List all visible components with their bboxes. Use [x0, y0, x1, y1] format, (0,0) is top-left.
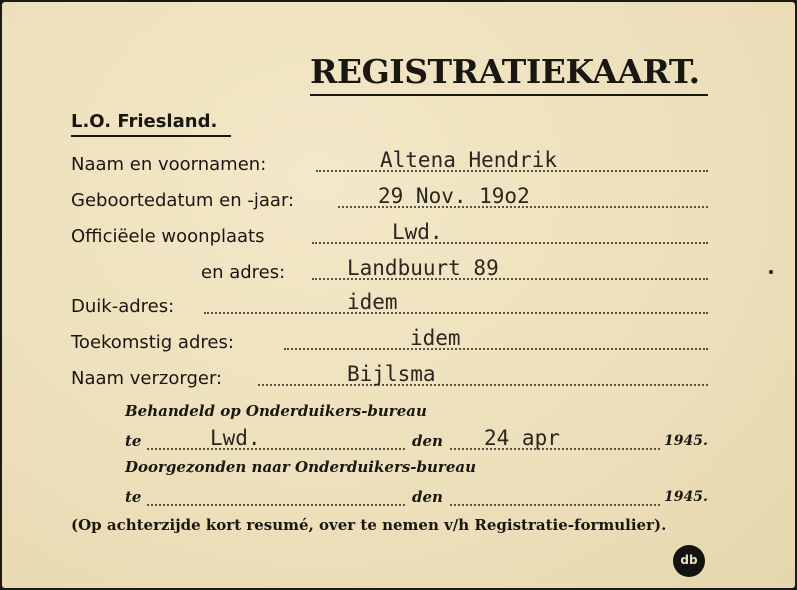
treated-year: 1945.: [664, 433, 708, 449]
address-value: Landbuurt 89: [347, 256, 499, 280]
caretaker-label: Naam verzorger:: [71, 368, 223, 389]
field-residence: [2, 220, 795, 252]
hiding-label: Duik-adres:: [71, 296, 175, 317]
printer-logo: db: [673, 545, 705, 577]
residence-value: Lwd.: [392, 220, 443, 244]
field-caretaker: [2, 362, 795, 394]
forwarded-line-row: [2, 486, 795, 514]
footnote: (Op achterzijde kort resumé, over te nemen v/h Registratie-formulier).: [71, 516, 667, 534]
hiding-line: [204, 312, 708, 314]
dob-value: 29 Nov. 19o2: [378, 184, 530, 208]
ink-speck: [769, 270, 773, 274]
registration-card: [2, 2, 795, 588]
name-label: Naam en voornamen:: [71, 154, 267, 175]
organization-label: L.O. Friesland.: [71, 111, 218, 132]
treated-heading: Behandeld op Onderduikers-bureau: [125, 402, 427, 420]
card-title: REGISTRATIEKAART.: [310, 52, 700, 91]
hiding-value: idem: [347, 290, 398, 314]
treated-line-row: [2, 426, 795, 458]
address-label: en adres:: [201, 262, 286, 283]
caretaker-line: [258, 384, 708, 386]
dob-label: Geboortedatum en -jaar:: [71, 190, 295, 211]
forwarded-te-label: te: [125, 488, 142, 506]
organization-underline: [71, 135, 231, 137]
residence-line: [312, 242, 708, 244]
forwarded-den-line: [450, 504, 660, 506]
name-value: Altena Hendrik: [380, 148, 558, 172]
field-future-address: [2, 326, 795, 358]
future-label: Toekomstig adres:: [71, 332, 234, 353]
field-hiding-address: [2, 290, 795, 322]
treated-te-line: [147, 448, 405, 450]
treated-den-value: 24 apr: [484, 426, 560, 450]
field-name: [2, 148, 795, 180]
future-line: [284, 348, 708, 350]
treated-te-label: te: [125, 432, 142, 450]
residence-label: Officiëele woonplaats: [71, 226, 265, 247]
field-address: [2, 256, 795, 288]
forwarded-heading: Doorgezonden naar Onderduikers-bureau: [125, 458, 476, 476]
forwarded-year: 1945.: [664, 489, 708, 505]
future-value: idem: [410, 326, 461, 350]
forwarded-den-label: den: [412, 488, 443, 506]
forwarded-te-line: [147, 504, 405, 506]
caretaker-value: Bijlsma: [347, 362, 436, 386]
field-dob: [2, 184, 795, 216]
treated-den-label: den: [412, 432, 443, 450]
title-underline: [310, 94, 708, 96]
treated-te-value: Lwd.: [210, 426, 261, 450]
